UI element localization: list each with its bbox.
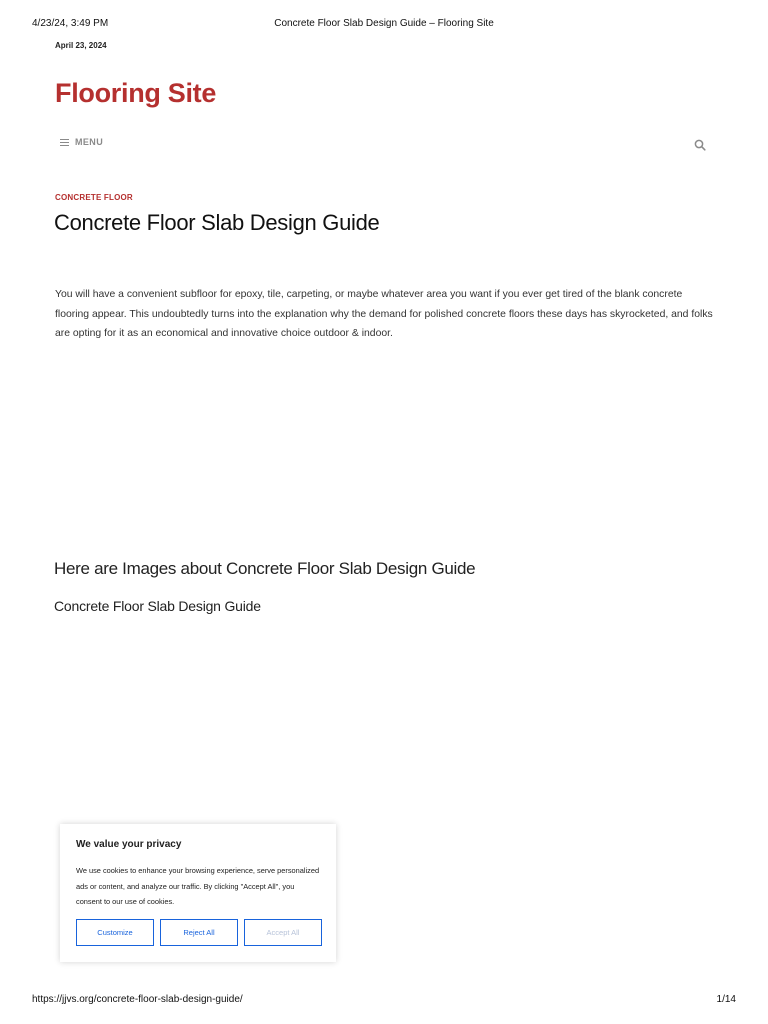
print-page-count: 1/14 (716, 994, 736, 1005)
customize-button[interactable]: Customize (76, 919, 154, 946)
header-date: April 23, 2024 (55, 41, 107, 50)
section-heading: Here are Images about Concrete Floor Slab Design Guide (54, 559, 476, 578)
menu-label: MENU (75, 137, 104, 147)
main-navigation (55, 137, 706, 153)
print-page-title: Concrete Floor Slab Design Guide – Flooring Site (274, 18, 494, 29)
cookie-button-group (76, 919, 322, 946)
accept-all-button[interactable]: Accept All (244, 919, 322, 946)
print-footer (32, 994, 736, 1008)
hamburger-icon (60, 139, 69, 146)
post-title: Concrete Floor Slab Design Guide (54, 210, 380, 235)
reject-all-button[interactable]: Reject All (160, 919, 238, 946)
sub-heading: Concrete Floor Slab Design Guide (54, 598, 261, 614)
cookie-banner-title: We value your privacy (76, 839, 182, 850)
print-datetime: 4/23/24, 3:49 PM (32, 18, 109, 29)
site-title-link[interactable]: Flooring Site (55, 78, 217, 108)
cookie-banner-text: We use cookies to enhance your browsing experience, serve personalized ads or content, and analyze our traffic. By clicking "Accept All", you consent to our use of cookies. (76, 866, 320, 906)
print-header (32, 18, 736, 32)
menu-toggle-button[interactable] (60, 137, 103, 147)
category-link[interactable]: CONCRETE FLOOR (55, 193, 133, 202)
intro-paragraph: You will have a convenient subfloor for epoxy, tile, carpeting, or maybe whatever area you want if you ever get tired of the blank concrete flooring appear. This undoubtedly turns into the explanation why the demand for polished concrete floors these days has skyrocketed, and folks are opting for it as an economical and innovative choice outdoor & indoor. (55, 289, 713, 339)
print-url: https://jjvs.org/concrete-floor-slab-design-guide/ (32, 994, 243, 1005)
search-button[interactable] (694, 138, 706, 150)
search-icon (694, 139, 706, 151)
cookie-consent-banner (60, 824, 336, 962)
